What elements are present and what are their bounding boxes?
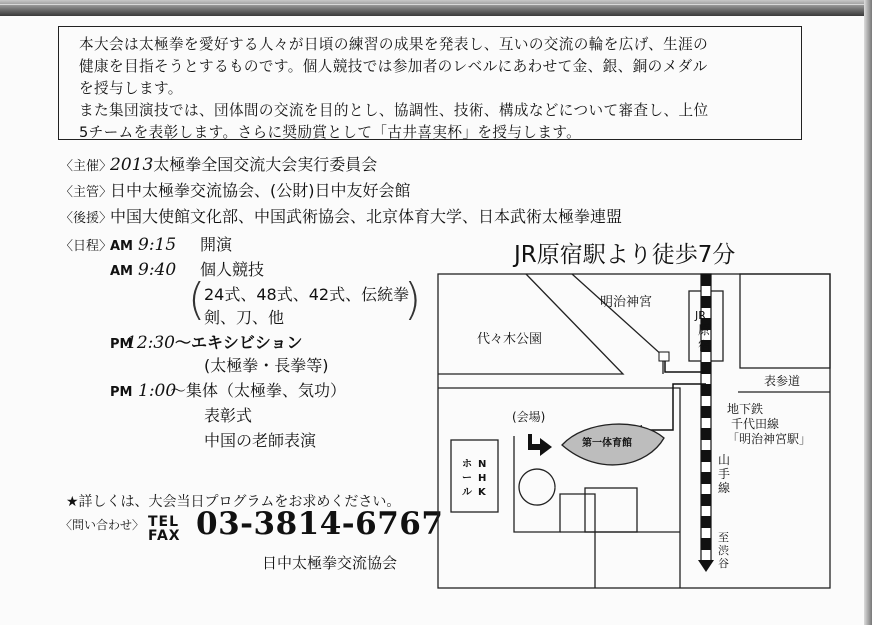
schedule-label: 〈日程〉 (60, 239, 113, 254)
organizer-label: 〈主催〉 (60, 159, 113, 174)
note: ★詳しくは、大会当日プログラムをお求めください。 (66, 494, 401, 510)
jr-label: JR (695, 309, 706, 322)
support-label: 〈後援〉 (60, 211, 113, 226)
tel-label: TEL (148, 514, 180, 530)
exhibition-sub: (太極拳・長拳等) (204, 356, 329, 375)
time-2: 9:40 (138, 260, 177, 280)
group-sub-1: 表彰式 (204, 406, 253, 425)
chiyoda-line-3: 「明治神宮駅」 (727, 432, 812, 446)
yamanote-char-2: 手 (718, 467, 731, 481)
second-gym-shape (519, 469, 555, 505)
yamanote-char-1: 山 (718, 453, 731, 467)
harajuku-char-2: 宿 (698, 339, 711, 353)
ampm-2: AM (110, 264, 133, 279)
venue-label: (会場) (512, 410, 546, 424)
individual-sub-1: 24式、48式、42式、伝統拳 (204, 285, 410, 304)
managed-label: 〈主管〉 (60, 185, 113, 200)
group-sub-2: 中国の老師表演 (204, 431, 317, 450)
block-upper-right (740, 274, 830, 368)
intro-line-4: また集団演技では、団体間の交流を目的とし、協調性、技術、構成などについて審査し、上位 (79, 102, 709, 119)
managed-value: 日中太極拳交流協会、(公財)日中友好会館 (110, 181, 411, 200)
time-1: 9:15 (138, 235, 177, 255)
phone-number: 03-3814-6767 (196, 506, 444, 542)
yoyogi-label: 代々木公園 (477, 332, 543, 347)
event-3: 〜エキシビション (175, 333, 303, 352)
ampm-1: AM (110, 239, 133, 254)
event-1: 開演 (200, 235, 233, 254)
time-3: 12:30 (126, 333, 175, 353)
map-title: JR原宿駅より徒歩7分 (514, 242, 736, 268)
organizer-value: 太極拳全国交流大会実行委員会 (153, 155, 378, 174)
ampm-3: PM (110, 337, 133, 352)
shibuya-char-1: 至 (718, 531, 729, 544)
gym-label: 第一体育館 (582, 438, 632, 449)
event-2: 個人競技 (200, 260, 265, 279)
yoyogi-block (438, 274, 623, 374)
nhk-char-2: H (478, 473, 487, 484)
yamanote-char-3: 線 (718, 481, 731, 495)
hall-char-3: ル (462, 487, 472, 498)
contact-label: 〈問い合わせ〉 (60, 518, 145, 532)
nhk-hall-box (451, 440, 498, 512)
organizer-year: 2013 (110, 155, 154, 175)
event-4: 〜集体（太極拳、気功） (170, 381, 347, 400)
hall-char-2: ー (462, 473, 472, 484)
harajuku-char-1: 原 (698, 323, 711, 337)
individual-sub-2: 剣、刀、他 (204, 308, 285, 327)
hall-char-1: ホ (462, 459, 472, 470)
intro-line-1: 本大会は太極拳を愛好する人々が日頃の練習の成果を発表し、互いの交流の輪を広げ、生涯の (79, 36, 709, 53)
walking-route (642, 356, 706, 430)
intro-line-5: 5チームを表彰します。さらに奨励賞として「古井喜実杯」を授与します。 (79, 124, 582, 141)
ampm-4: PM (110, 385, 133, 400)
intro-line-3: を授与します。 (79, 80, 183, 97)
intro-line-2: 健康を目指そうとするものです。個人競技では参加者のレベルにあわせて金、銀、銅のメダル (79, 58, 708, 75)
paren-left: ( (188, 274, 206, 325)
fax-label: FAX (148, 528, 181, 544)
contact-org: 日中太極拳交流協会 (262, 554, 398, 572)
station-exit (659, 352, 669, 361)
omotesando-label: 表参道 (764, 374, 801, 388)
shibuya-char-2: 渋 (718, 544, 729, 557)
nhk-char-3: K (478, 487, 486, 498)
nhk-char-1: N (478, 459, 487, 470)
time-4: 1:00 (138, 381, 177, 401)
shibuya-char-3: 谷 (718, 557, 729, 570)
direction-arrow (698, 560, 714, 572)
chiyoda-line-1: 地下鉄 (727, 402, 764, 416)
paren-right: ) (404, 274, 422, 325)
venue-block (438, 388, 680, 588)
meiji-block-edge (572, 274, 663, 374)
meiji-label: 明治神宮 (600, 295, 653, 310)
chiyoda-line-2: 千代田線 (731, 417, 780, 431)
support-value: 中国大使館文化部、中国武術協会、北京体育大学、日本武術太極拳連盟 (110, 207, 623, 226)
venue-marker (528, 434, 552, 456)
